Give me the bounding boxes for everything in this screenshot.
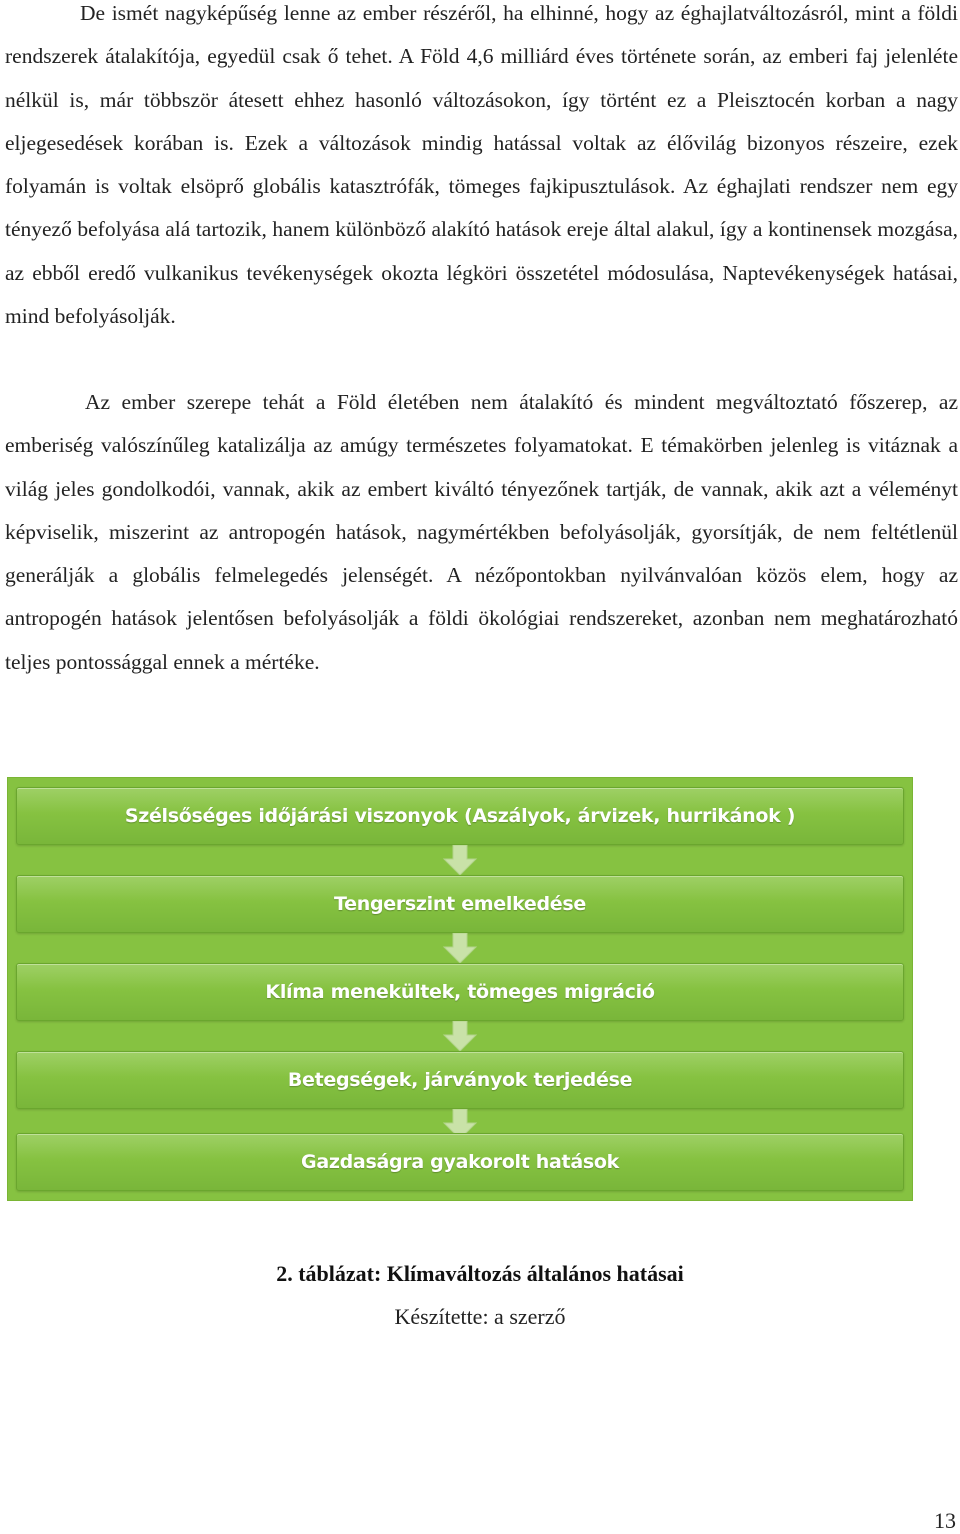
diagram-step-sea-level-rise: Tengerszint emelkedése xyxy=(16,875,904,933)
down-arrow-icon xyxy=(442,933,478,963)
down-arrow-icon xyxy=(442,845,478,875)
down-arrow-icon xyxy=(442,1021,478,1051)
diagram-step-extreme-weather: Szélsőséges időjárási viszonyok (Aszályok, árvizek, hurrikánok ) xyxy=(16,787,904,845)
table-caption-title: 2. táblázat: Klímaváltozás általános hatásai xyxy=(276,1261,684,1286)
body-paragraph-1: De ismét nagyképűség lenne az ember részéről, ha elhinné, hogy az éghajlatváltozásról, mint a földi rendszerek átalakítója, egyedül csak ő tehet. A Föld 4,6 milliárd éves története során, az emberi faj jelenléte nélkül is, már többször átesett ehhez hasonló változásokon, így történt ez a Pleisztocén korban a nagy eljegesedések korában is. Ezek a változások mindig hatással voltak az élővilág bizonyos részeire, ezek folyamán is voltak elsöprő globális katasztrófák, tömeges fajkipusztulások. Az éghajlati rendszer nem egy tényező befolyása alá tartozik, hanem különböző alakító hatások ereje által alakul, így a kontinensek mozgása, az ebből eredő vulkanikus tevékenységek okozta légköri összetétel módosulása, Naptevékenységek hatásai, mind befolyásolják. xyxy=(5,1,958,329)
body-paragraph-2: Az ember szerepe tehát a Föld életében nem átalakító és mindent megváltoztató főszerep, az emberiség valószínűleg katalizálja az amúgy természetes folyamatokat. E témakörben jelenleg is vitáznak a világ jeles gondolkodói, vannak, akik az embert kiváltó tényezőnek tartják, de vannak, akik azt a véleményt képviselik, miszerint az antropogén hatások, nagymértékben befolyásolják, gyorsítják, de nem feltétlenül generálják a globális felmelegedés jelenségét. A nézőpontokban nyilvánvalóan közös elem, hogy az antropogén hatások jelentősen befolyásolják a földi ökológiai rendszereket, azonban nem meghatározható teljes pontossággal ennek a mértéke. xyxy=(5,390,958,674)
diagram-step-climate-refugees: Klíma menekültek, tömeges migráció xyxy=(16,963,904,1021)
diagram-step-economic-effects: Gazdaságra gyakorolt hatások xyxy=(16,1133,904,1191)
climate-effects-diagram xyxy=(7,777,913,1201)
page-number: 13 xyxy=(934,1508,956,1533)
diagram-step-disease-spread: Betegségek, járványok terjedése xyxy=(16,1051,904,1109)
table-caption-author: Készítette: a szerző xyxy=(394,1304,566,1329)
